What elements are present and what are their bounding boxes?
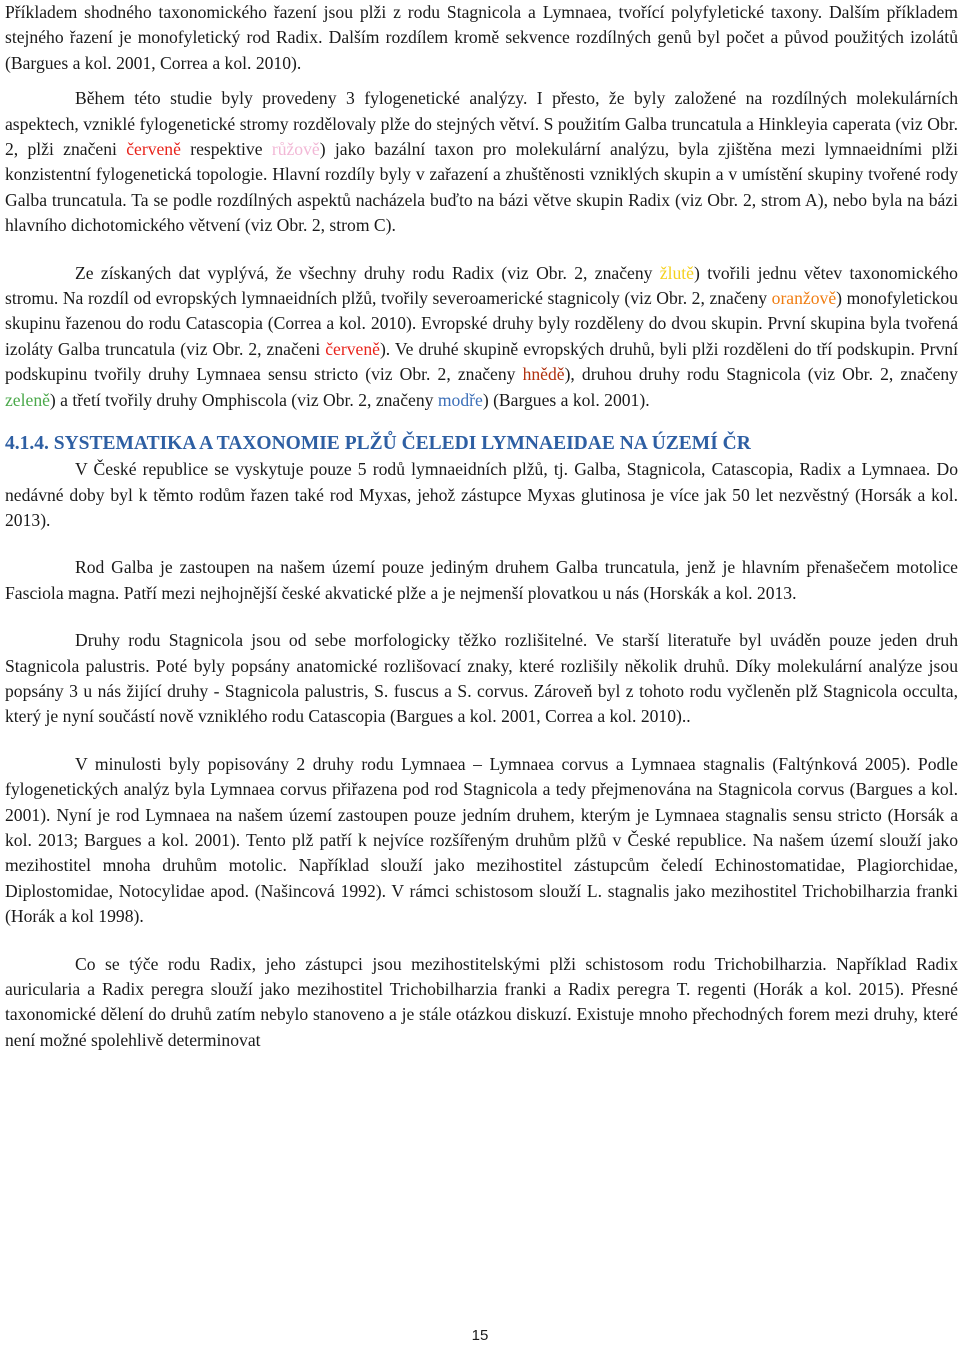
paragraph-4: V České republice se vyskytuje pouze 5 rodů lymnaeidních plžů, tj. Galba, Stagnicola, Catascopia, Radix a Lymnaea. Do nedávné doby byl k těmto rodům řazen také rod Myxas, jehož zástupce Myxas glutinosa je více jak 50 let nezvěstný (Horsák a kol. 2013). [5,459,958,530]
color-word-yellow: žlutě [659,262,694,283]
paragraph-2-text-c: ) jako bazální taxon pro molekulární analýzu, byla zjištěna mezi lymnaeidními plži konzistentní fylogenetická topologie. Hlavní rozdíly byly v zařazení a zhuštěnosti vzniklých skupin a v umístění skupiny tvořené rody Galba truncatula. Ta se podle rozdílných aspektů nacházela buďto na bázi větve skupin Radix (viz Obr. 2, strom A), nebo byla na bázi hlavního dichotomického větvení (viz Obr. 2, strom C). [5,139,958,236]
color-word-blue: modře [437,389,483,410]
color-word-red: červeně [126,139,181,160]
color-word-orange: oranžově [771,288,837,309]
paragraph-3-text-g: ) (Bargues a kol. 2001). [482,389,650,410]
color-word-red-2: červeně [325,338,380,359]
paragraph-2 [5,86,958,238]
color-word-pink: růžově [271,139,320,160]
paragraph-2-text-a: Během této studie byly provedeny 3 fylogenetické analýzy. I přesto, že byly založené na rozdílných molekulárních aspektech, vzniklé fylogenetické stromy rozdělovaly plže do stejných větví. S použitím Galba truncatula a Hinkleyia caperata (viz Obr. 2, plži značeni [5,88,958,160]
paragraph-3-text-c: ) monofyletickou skupinu řazenou do rodu Catascopia (Correa a kol. 2010). Evropské druhy byly rozděleny do dvou skupin. První skupina byla tvořená izoláty Galba truncatula (viz Obr. 2, značeni [5,288,958,359]
paragraph-3-text-e: ), druhou druhy rodu Stagnicola (viz Obr. 2, značeny [564,364,958,385]
paragraph-2-text-b: respektive [180,139,272,160]
paragraph-3-text-d: ). Ve druhé skupině evropských druhů, byli plži rozděleni do tří podskupin. První podskupinu tvořily druhy Lymnaea sensu stricto (viz Obr. 2, značeny [5,338,958,385]
paragraph-3-text-a: Ze získaných dat vyplývá, že všechny druhy rodu Radix (viz Obr. 2, značeny [75,262,660,283]
color-word-green: zeleně [5,389,50,410]
paragraph-8: Co se týče rodu Radix, jeho zástupci jsou mezihostitelskými plži schistosom rodu Trichobilharzia. Například Radix auricularia a Radix peregra slouží jako mezihostitel Trichobilharzia franki a Radix peregra T. regenti (Horák a kol. 2015). Přesné taxonomické dělení do druhů zatím nebylo stanoveno a je stále otázkou diskuzí. Existuje mnoho přechodných forem mezi druhy, které není možné spolehlivě determinovat [5,953,958,1050]
paragraph-1: Příkladem shodného taxonomického řazení jsou plži z rodu Stagnicola a Lymnaea, tvořící polyfyletické taxony. Dalším příkladem stejného řazení je monofyletický rod Radix. Dalším rozdílem kromě sekvence rozdílných genů byl počet a původ použitých izolátů (Bargues a kol. 2001, Correa a kol. 2010). [5,2,958,73]
paragraph-6: Druhy rodu Stagnicola jsou od sebe morfologicky těžko rozlišitelné. Ve starší literatuře byl uváděn pouze jeden druh Stagnicola palustris. Poté byly popsány anatomické rozlišovací znaky, které rozlišily několik druhů. Díky molekulární analýze jsou popsány 3 u nás žijící druhy - Stagnicola palustris, S. fuscus a S. corvus. Zároveň byl z tohoto rodu vyčleněn plž Stagnicola occulta, který je nyní součástí nově vzniklého rodu Catascopia (Bargues a kol. 2001, Correa a kol. 2010).. [5,630,958,727]
section-heading: 4.1.4. SYSTEMATIKA A TAXONOMIE PLŽŮ ČELEDI LYMNAEIDAE NA ÚZEMÍ ČR [5,433,751,455]
page-number: 15 [471,1327,489,1344]
paragraph-5: Rod Galba je zastoupen na našem území pouze jediným druhem Galba truncatula, jenž je hlavním přenašečem motolice Fasciola magna. Patří mezi nejhojnější české akvatické plže a je nejmenší plovatkou u nás (Horskák a kol. 2013. [5,557,958,603]
paragraph-3-text-f: ) a třetí tvořily druhy Omphiscola (viz Obr. 2, značeny [49,389,438,410]
color-word-brown: hnědě [522,364,565,385]
paragraph-7: V minulosti byly popisovány 2 druhy rodu Lymnaea – Lymnaea corvus a Lymnaea stagnalis (Faltýnková 2005). Podle fylogenetických analýz byla Lymnaea corvus přiřazena pod rod Stagnicola a tedy přejmenována na Stagnicola corvus (Bargues a kol. 2001). Nyní je rod Lymnaea na našem území zastoupen pouze jedním druhem, kterým je Lymnaea stagnalis sensu stricto (Horsák a kol. 2013; Bargues a kol. 2001). Tento plž patří k nejvíce rozšířeným druhům plžů v České republice. Na našem území slouží jako mezihostitel mnoha druhům motolic. Například slouží jako mezihostitel zástupcům čeledí Echinostomatidae, Plagiorchidae, Diplostomidae, Notocylidae apod. (Našincová 1992). V rámci schistosom slouží L. stagnalis jako mezihostitel Trichobilharzia franki (Horák a kol 1998). [5,753,958,927]
paragraph-3 [5,261,958,413]
page-body [5,0,958,1053]
paragraph-3-text-b: ) tvořili jednu větev taxonomického stromu. Na rozdíl od evropských lymnaeidních plžů, tvořily severoamerické stagnicoly (viz Obr. 2, značeny [5,262,958,309]
